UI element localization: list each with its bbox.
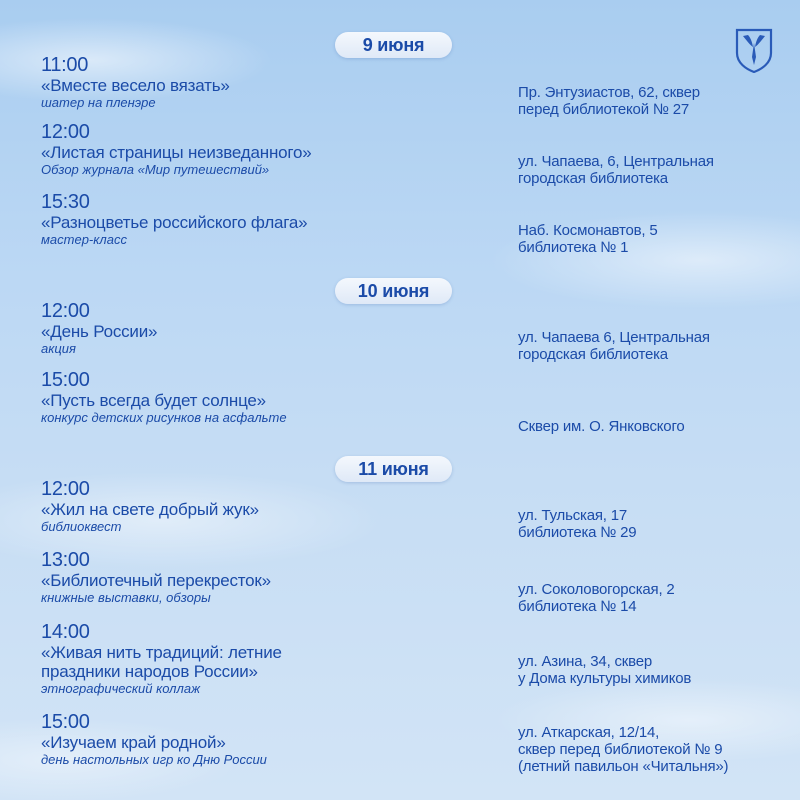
event-item xyxy=(41,121,312,177)
event-address: ул. Соколовогорская, 2 библиотека № 14 xyxy=(518,581,675,615)
event-title: «Листая страницы неизведанного» xyxy=(41,143,312,162)
day-header-10-june: 10 июня xyxy=(335,278,452,304)
event-note: этнографический коллаж xyxy=(41,681,201,696)
event-title: «Вместе весело вязать» xyxy=(41,76,230,95)
day-header-11-june: 11 июня xyxy=(335,456,452,482)
event-item xyxy=(41,549,271,605)
event-item xyxy=(41,478,259,534)
event-note: день настольных игр ко Дню России xyxy=(41,752,267,767)
event-address: ул. Тульская, 17 библиотека № 29 xyxy=(518,507,637,541)
event-title: «Библиотечный перекресток» xyxy=(41,571,271,590)
event-time: 15:30 xyxy=(41,191,90,213)
event-title: «Пусть всегда будет солнце» xyxy=(41,391,266,410)
event-title: «Изучаем край родной» xyxy=(41,733,226,752)
event-time: 13:00 xyxy=(41,549,90,571)
event-address: ул. Азина, 34, сквер у Дома культуры химиков xyxy=(518,653,692,687)
city-coat-of-arms-icon xyxy=(734,27,774,73)
event-item xyxy=(41,300,157,356)
event-note: библиоквест xyxy=(41,519,122,534)
event-note: книжные выставки, обзоры xyxy=(41,590,211,605)
event-item xyxy=(41,54,230,110)
event-time: 15:00 xyxy=(41,369,90,391)
event-title: «Разноцветье российского флага» xyxy=(41,213,308,232)
event-item xyxy=(41,369,287,425)
event-time: 11:00 xyxy=(41,54,89,76)
event-note: мастер-класс xyxy=(41,232,127,247)
event-time: 15:00 xyxy=(41,711,90,733)
event-time: 12:00 xyxy=(41,121,90,143)
event-time: 12:00 xyxy=(41,478,90,500)
day-header-9-june: 9 июня xyxy=(335,32,452,58)
event-item xyxy=(41,621,282,696)
event-note: конкурс детских рисунков на асфальте xyxy=(41,410,287,425)
event-time: 14:00 xyxy=(41,621,90,643)
event-address: ул. Аткарская, 12/14, сквер перед библиотекой № 9 (летний павильон «Читальня») xyxy=(518,724,729,775)
event-note: акция xyxy=(41,341,76,356)
event-note: Обзор журнала «Мир путешествий» xyxy=(41,162,270,177)
event-address: Наб. Космонавтов, 5 библиотека № 1 xyxy=(518,222,658,256)
event-title: «День России» xyxy=(41,322,158,341)
event-address: ул. Чапаева 6, Центральная городская библиотека xyxy=(518,329,710,363)
event-address: Пр. Энтузиастов, 62, сквер перед библиотекой № 27 xyxy=(518,84,700,118)
event-title: «Живая нить традиций: летние праздники народов России» xyxy=(41,643,282,681)
event-item xyxy=(41,711,267,767)
event-time: 12:00 xyxy=(41,300,90,322)
event-address: ул. Чапаева, 6, Центральная городская библиотека xyxy=(518,153,714,187)
event-address: Сквер им. О. Янковского xyxy=(518,418,685,435)
event-title: «Жил на свете добрый жук» xyxy=(41,500,259,519)
event-note: шатер на пленэре xyxy=(41,95,156,110)
event-item xyxy=(41,191,307,247)
